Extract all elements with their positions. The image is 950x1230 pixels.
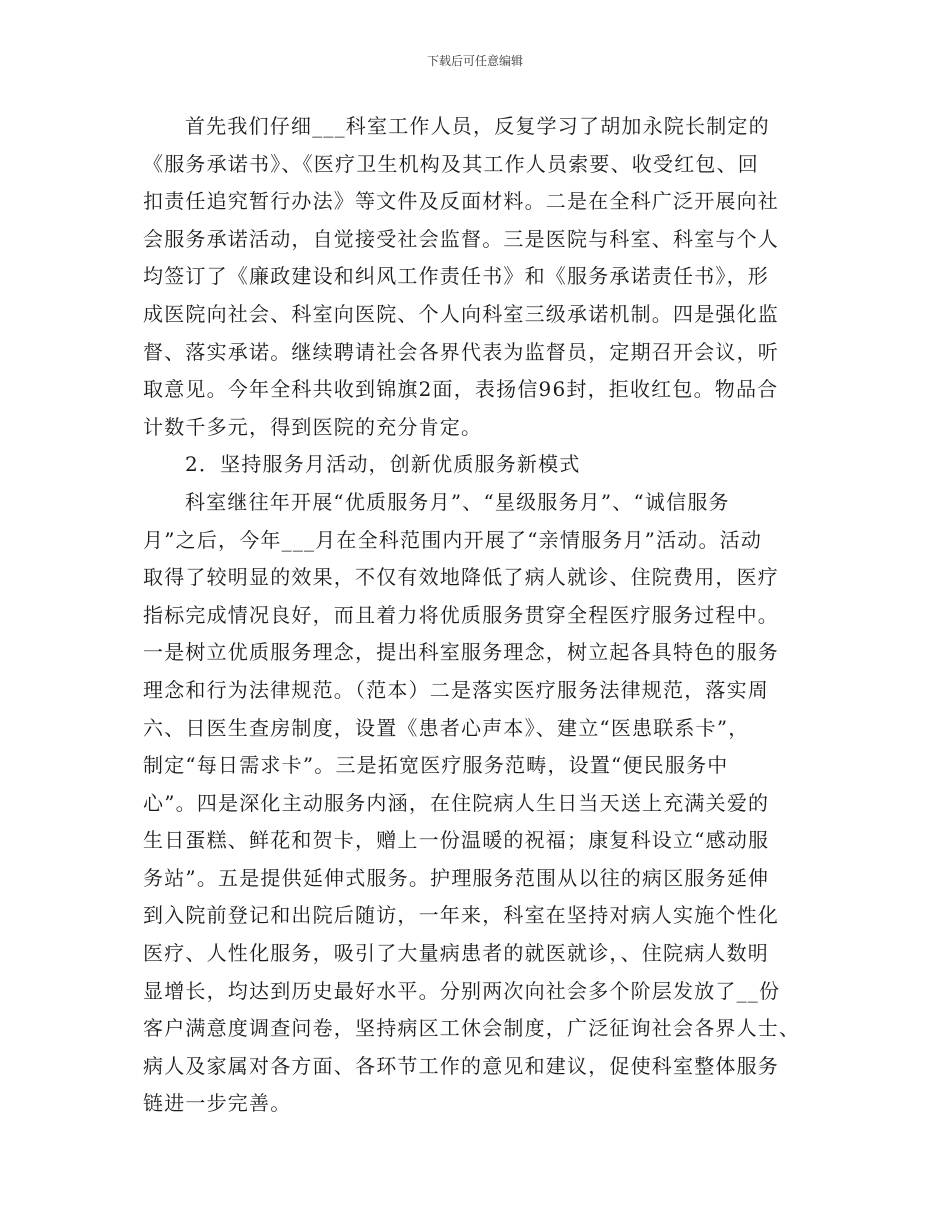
paragraph-line: 月”之后，今年___月在全科范围内开展了“亲情服务月”活动。活动 bbox=[143, 527, 763, 552]
paragraph-line: 取意见。今年全科共收到锦旗2面，表扬信96封，拒收红包。物品合 bbox=[143, 377, 779, 402]
paragraph-line: 到入院前登记和出院后随访，一年来，科室在坚持对病人实施个性化 bbox=[143, 903, 779, 928]
document-body bbox=[143, 108, 811, 1123]
paragraph-line: 医疗、人性化服务，吸引了大量病患者的就医就诊，、住院病人数明 bbox=[143, 941, 769, 966]
page-header: 下载后可任意编辑 bbox=[426, 54, 523, 68]
paragraph-line: 生日蛋糕、鲜花和贺卡，赠上一份温暖的祝福；康复科设立“感动服 bbox=[143, 828, 770, 853]
paragraph-line: 心”。四是深化主动服务内涵，在住院病人生日当天送上充满关爱的 bbox=[143, 790, 770, 815]
paragraph-line: 一是树立优质服务理念，提出科室服务理念，树立起各具特色的服务 bbox=[143, 640, 779, 665]
paragraph-line: 显增长，均达到历史最好水平。分别两次向社会多个阶层发放了__份 bbox=[143, 978, 781, 1003]
paragraph-line: 客户满意度调查问卷，坚持病区工休会制度，广泛征询社会各界人士、 bbox=[143, 1016, 801, 1041]
paragraph-line: 成医院向社会、科室向医院、个人向科室三级承诺机制。四是强化监 bbox=[143, 301, 779, 326]
paragraph-line: 督、落实承诺。继续聘请社会各界代表为监督员，定期召开会议，听 bbox=[143, 339, 779, 364]
paragraph-line: 均签订了《廉政建设和纠风工作责任书》和《服务承诺责任书》，形 bbox=[143, 264, 769, 289]
paragraph-line: 首先我们仔细___科室工作人员，反复学习了胡加永院长制定的 bbox=[185, 114, 770, 138]
paragraph-line: 六、日医生查房制度，设置《患者心声本》、建立“医患联系卡”， bbox=[143, 715, 750, 740]
paragraph-line: 计数千多元，得到医院的充分肯定。 bbox=[143, 414, 483, 439]
paragraph-line: 扣责任追究暂行办法》等文件及反面材料。二是在全科广泛开展向社 bbox=[143, 189, 779, 214]
section-heading: 2．坚持服务月活动，创新优质服务新模式 bbox=[185, 452, 581, 477]
paragraph-line: 会服务承诺活动，自觉接受社会监督。三是医院与科室、科室与个人 bbox=[143, 226, 779, 251]
paragraph-line: 《服务承诺书》、《医疗卫生机构及其工作人员索要、收受红包、回 bbox=[143, 151, 759, 176]
paragraph-line: 理念和行为法律规范。（范本）二是落实医疗服务法律规范，落实周 bbox=[143, 677, 769, 702]
paragraph-line: 病人及家属对各方面、各环节工作的意见和建议，促使科室整体服务 bbox=[143, 1053, 779, 1078]
paragraph-line: 取得了较明显的效果，不仅有效地降低了病人就诊、住院费用，医疗 bbox=[143, 565, 779, 590]
paragraph-line: 指标完成情况良好，而且着力将优质服务贯穿全程医疗服务过程中。 bbox=[143, 602, 779, 627]
paragraph-line: 链进一步完善。 bbox=[143, 1091, 292, 1116]
paragraph-line: 务站”。五是提供延伸式服务。护理服务范围从以往的病区服务延伸 bbox=[143, 865, 770, 890]
paragraph-line: 科室继往年开展“优质服务月”、“星级服务月”、“诚信服务 bbox=[185, 489, 730, 514]
paragraph-line: 制定“每日需求卡”。三是拓宽医疗服务范畴，设置“便民服务中 bbox=[143, 753, 729, 778]
